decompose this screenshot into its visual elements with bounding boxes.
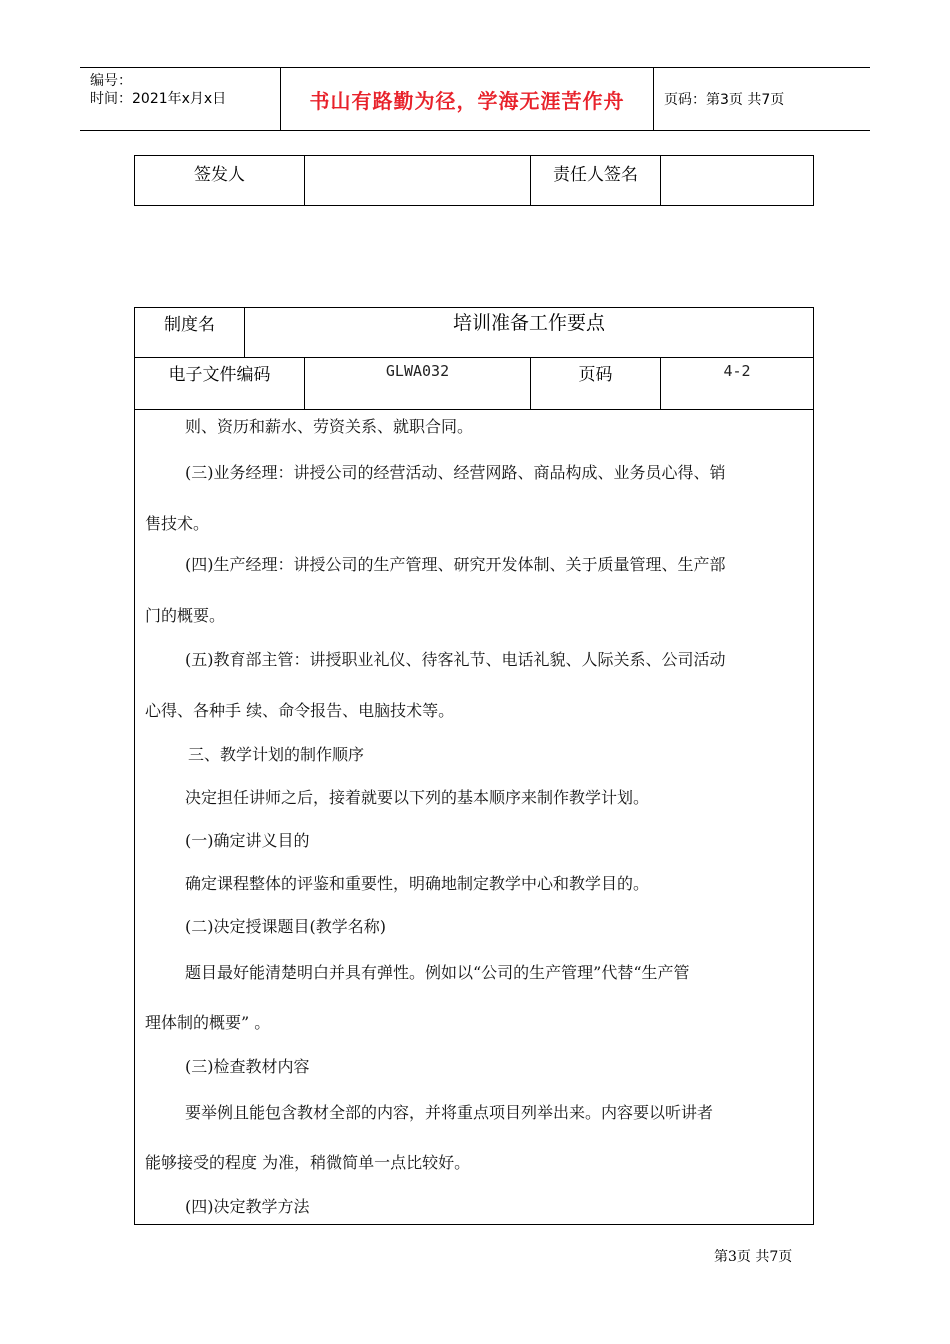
doc-title: 培训准备工作要点 [452, 312, 605, 334]
page-label-cell [531, 358, 661, 409]
file-code-label-cell [135, 358, 305, 409]
doc-name-label-cell [135, 308, 245, 357]
responsible-label: 责任人签名 [553, 165, 638, 185]
issuer-value-cell [305, 156, 531, 205]
body-line: 理体制的概要” 。 [145, 1013, 271, 1032]
file-code-value-cell [305, 358, 531, 409]
body-line: 心得、各种手 续、命令报告、电脑技术等。 [145, 701, 455, 720]
issuer-label-cell [135, 156, 305, 205]
sign-table [134, 155, 814, 206]
doc-name-value-cell [245, 308, 813, 357]
page-footer: 第3页 共7页 [714, 1249, 793, 1265]
body-line: 确定课程整体的评鉴和重要性，明确地制定教学中心和教学目的。 [185, 874, 650, 893]
body-line: (三)检查教材内容 [185, 1057, 310, 1076]
file-code-value: GLWA032 [385, 362, 450, 380]
body-line: 售技术。 [145, 514, 210, 533]
body-line: (四)决定教学方法 [185, 1197, 310, 1216]
header-motto: 书山有路勤为径，学海无涯苦作舟 [280, 68, 654, 130]
header-meta [80, 68, 280, 130]
responsible-label-cell [531, 156, 661, 205]
page-value: 4-2 [723, 362, 751, 380]
issuer-label: 签发人 [194, 165, 245, 185]
body-line: 能够接受的程度 为准，稍微简单一点比较好。 [145, 1153, 471, 1172]
body-line: (五)教育部主管：讲授职业礼仪、待客礼节、电话礼貌、人际关系、公司活动 [185, 650, 726, 669]
body-line: (三)业务经理：讲授公司的经营活动、经营网路、商品构成、业务员心得、销 [185, 463, 726, 482]
body-line: 题目最好能清楚明白并具有弹性。例如以“公司的生产管理”代替“生产管 [185, 963, 690, 982]
body-line: 决定担任讲师之后，接着就要以下列的基本顺序来制作教学计划。 [185, 788, 650, 807]
page-value-cell [661, 358, 813, 409]
body-line: 门的概要。 [145, 606, 226, 625]
file-code-label: 电子文件编码 [168, 365, 271, 385]
document-table [134, 307, 814, 1225]
time-label: 时间：2021年x月x日 [90, 91, 227, 107]
body-line: 则、资历和薪水、劳资关系、就职合同。 [185, 417, 474, 436]
page-label: 页码 [578, 365, 613, 385]
body-line: 要举例且能包含教材全部的内容，并将重点项目列举出来。内容要以听讲者 [185, 1103, 714, 1122]
doc-name-row [135, 308, 813, 358]
body-line: (一)确定讲义目的 [185, 831, 310, 850]
header-page-info: 页码：第3页 共7页 [664, 92, 785, 108]
page-header [80, 67, 870, 131]
body-line: (二)决定授课题目(教学名称) [185, 917, 386, 936]
doc-name-label: 制度名 [164, 315, 215, 335]
responsible-value-cell [661, 156, 813, 205]
section-heading: 三、教学计划的制作顺序 [188, 745, 365, 764]
number-label: 编号： [90, 73, 132, 89]
doc-code-row [135, 358, 813, 410]
body-line: (四)生产经理：讲授公司的生产管理、研究开发体制、关于质量管理、生产部 [185, 555, 726, 574]
